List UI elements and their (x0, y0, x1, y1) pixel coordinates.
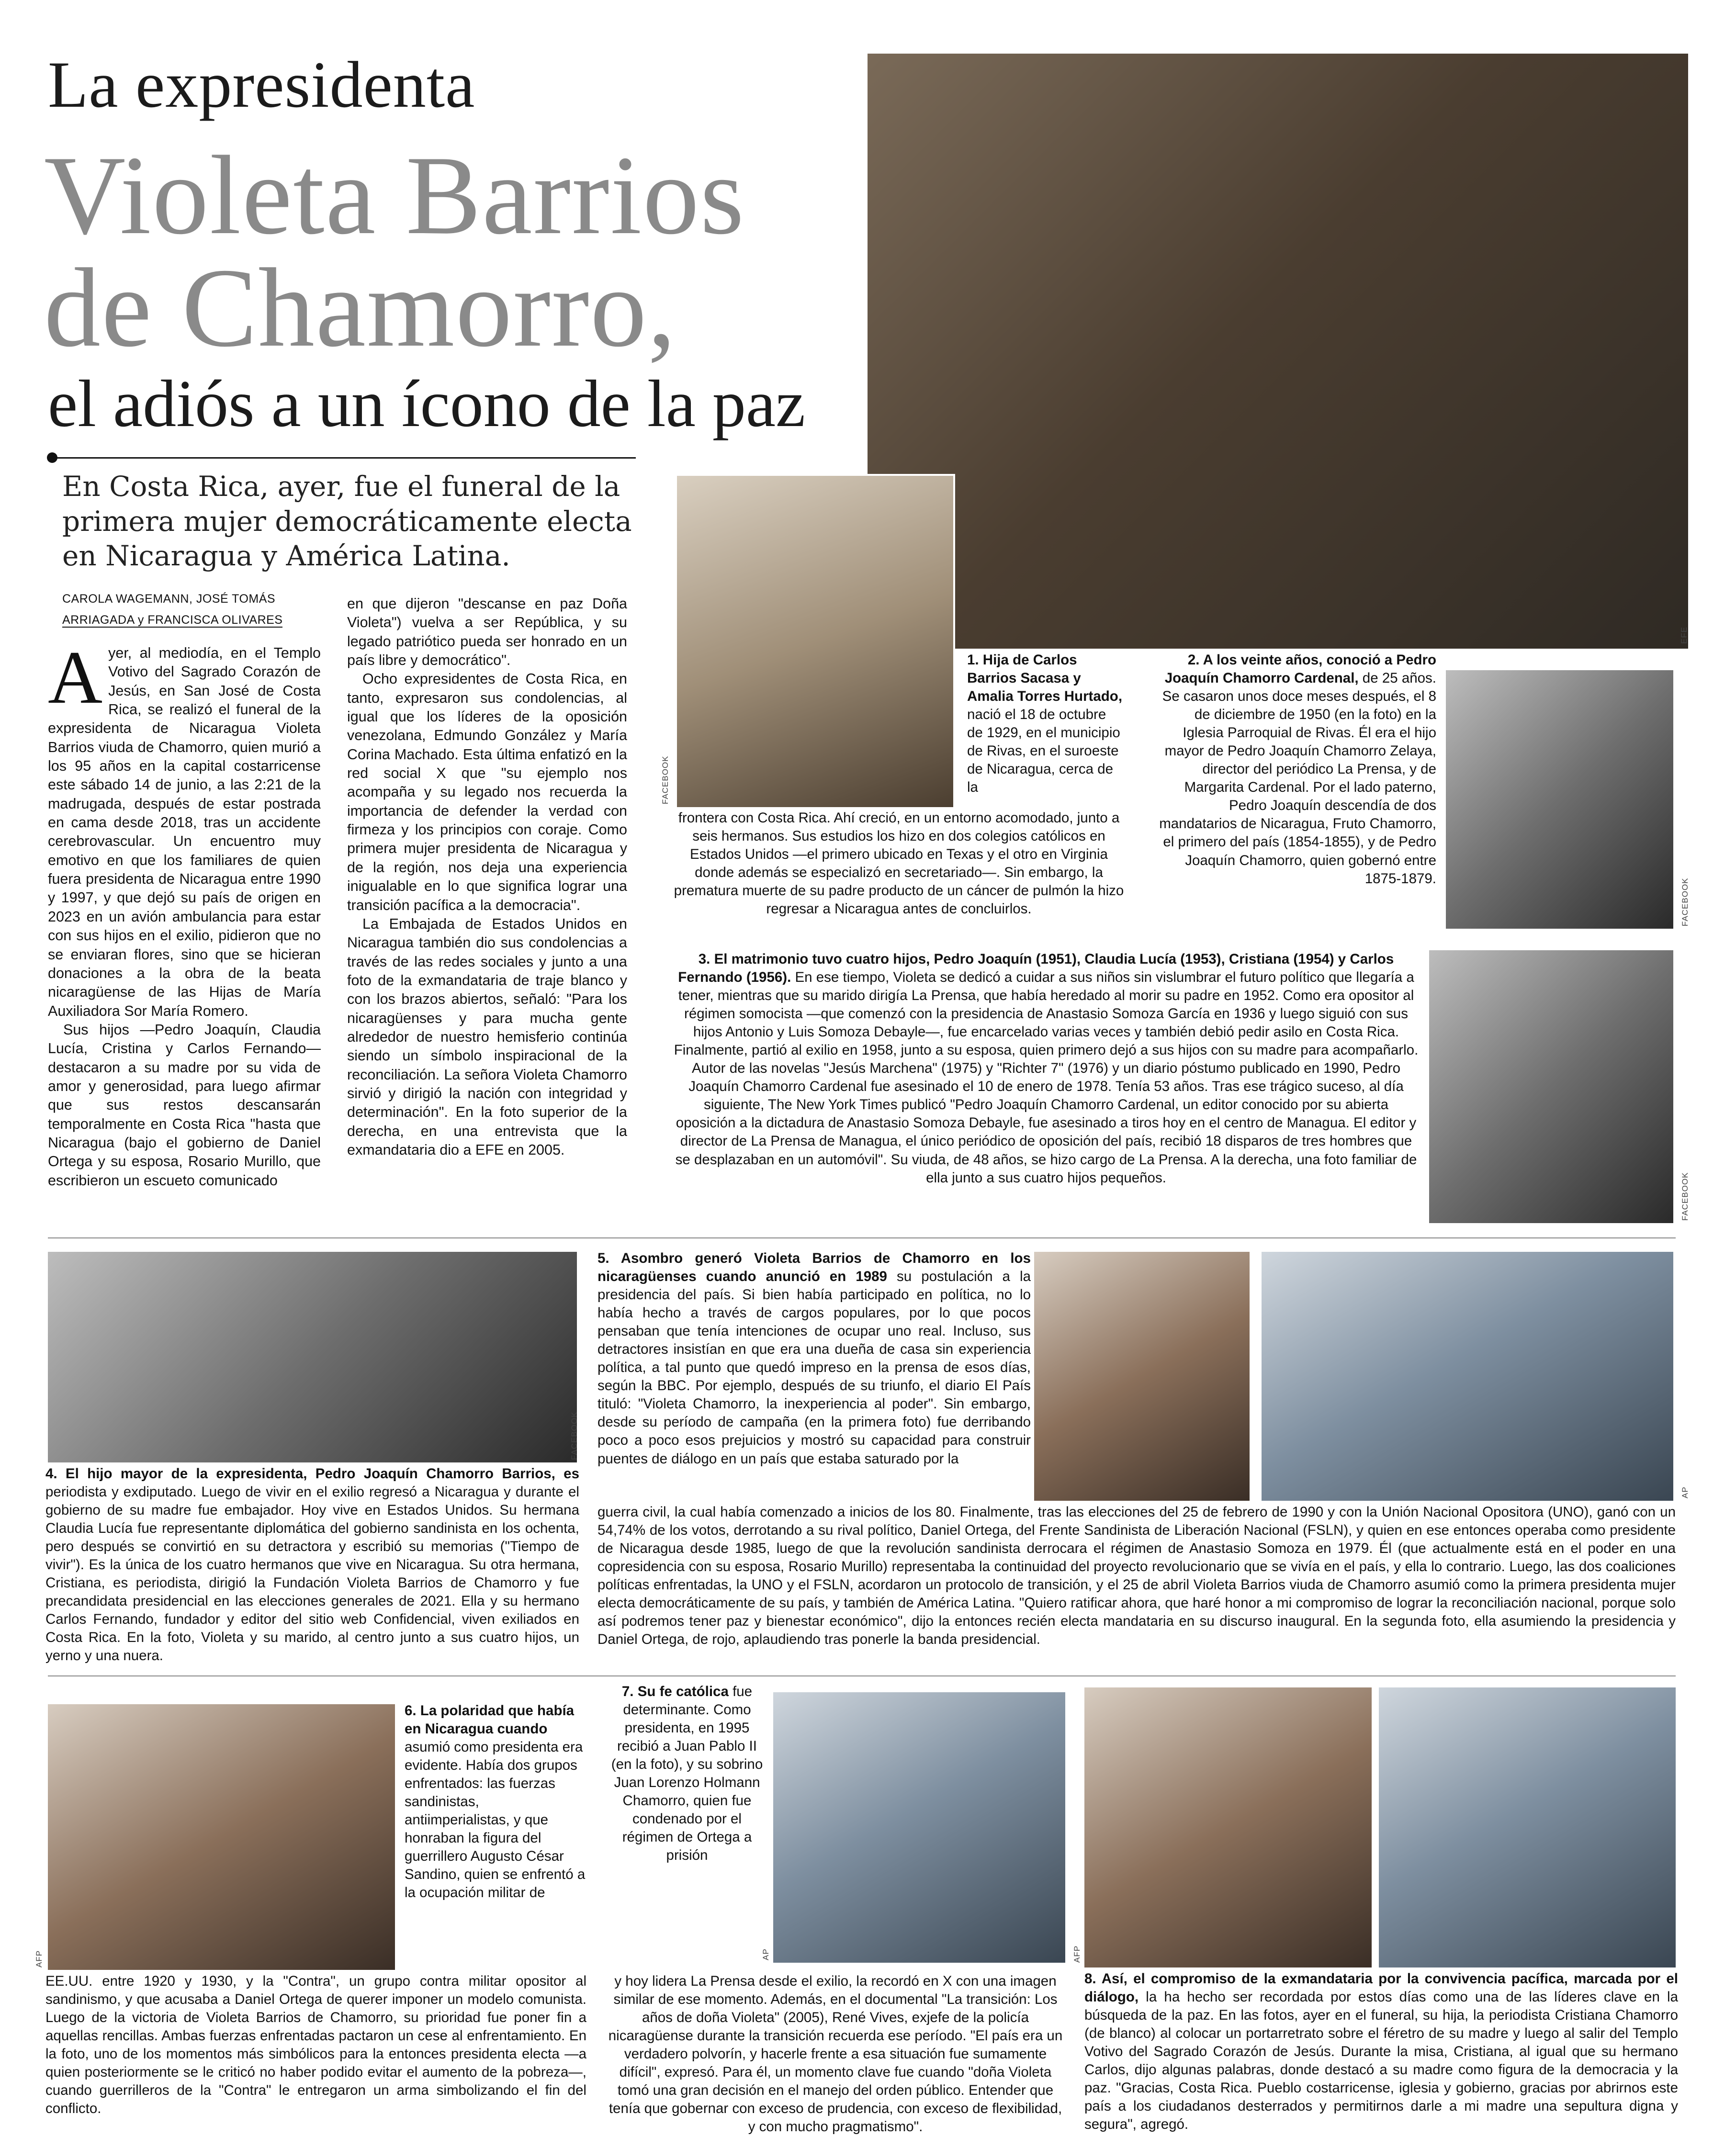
caption-5-text-b: guerra civil, la cual había comenzado a inicios de los 80. Finalmente, tras las elecciones del 25 de febrero de 1990 y con la Unión Nacional Opositora (UNO), ganó con un 54,74% de los votos, derrotando a su rival político, Daniel Ortega, del Frente Sandinista de Liberación Nacional (FSLN), y quien en ese entonces operaba como presidente de Nicaragua desde 1985, luego de que la revolución sandinista derrocara el régimen de Anastasio Somoza en 1979. Él (que actualmente está en el poder en una copresidencia con su esposa, Rosario Murillo) representaba la continuidad del proyecto revolucionario que se vivía en el país, y ella lo contrario. Luego, las dos coaliciones políticas enfrentadas, la UNO y el FSLN, acordaron un protocolo de transición, y el 25 de abril Violeta Barrios viuda de Chamorro asumió como la primera presidenta mujer electa democráticamente de su país, y también de América Latina. "Quiero ratificar ahora, que haré honor a mi compromiso de lograr la reconciliación nacional, porque solo así podremos tener paz y bienestar económico", dijo la entonces recién electa mandataria en su discurso inaugural. En la segunda foto, ella asumiendo la presidencia y Daniel Ortega, de rojo, aplaudiendo tras ponerle la banda presidencial. (597, 1504, 1676, 1648)
caption-8-bold: 8. Así, el compromiso de la exmandataria por la convivencia pacífica, marcada por el diálogo, (1084, 1971, 1678, 2005)
dropcap: A (48, 636, 103, 719)
body-col2-p3: La Embajada de Estados Unidos en Nicaragua también dio sus condolencias a través de las redes sociales y junto a una foto de la exmandataria de traje blanco y con los brazos abiertos, señaló: "Para los nicaragüenses y para mucha gente alrededor de nuestro hemisferio continúa siendo un símbolo inspiracional de la reconciliación. La señora Violeta Chamorro sirvió y dirigió la nación con integridad y determinación". En la foto superior de la derecha, en una entrevista que la exmandataria dio a EFE en 2005. (347, 915, 627, 1158)
credit-ap-2: AP (761, 1948, 770, 1960)
caption-1-text-a: nació el 18 de octubre de 1929, en el municipio de Rivas, en el suroeste de Nicaragua, cerca de la (967, 707, 1120, 796)
photo-family-group (48, 1252, 577, 1462)
caption-5-bottom (597, 1503, 1676, 1675)
photo-contra-weapon (48, 1704, 395, 1970)
body-column-2 (347, 595, 627, 1225)
photo-campaign-1989 (1034, 1252, 1250, 1501)
photo-inauguration-1990 (1262, 1252, 1673, 1501)
photo-portrait-young (675, 474, 955, 809)
section-divider-1 (48, 1237, 1676, 1238)
byline-line1: CAROLA WAGEMANN, JOSÉ TOMÁS (62, 592, 276, 606)
caption-7-text-a: fue determinante. Como presidenta, en 1995 recibió a Juan Pablo II (en la foto), y su sobrino Juan Lorenzo Holmann Chamorro, quien fue condenado por el régimen de Ortega a prisión (611, 1684, 763, 1864)
body-col2-p1: en que dijeron "descanse en paz Doña Violeta") vuelva a ser República, y su legado patriótico pueda ser honrado en un país libre y democrático". (347, 596, 627, 669)
caption-3 (673, 950, 1420, 1225)
body-col1-p1: yer, al mediodía, en el Templo Votivo del Sagrado Corazón de Jesús, en San José de Costa Rica, se realizó el funeral de la expresidenta de Nicaragua Violeta Barrios viuda de Chamorro, quien murió a los 95 años en la capital costarricense este sábado 14 de junio, a las 2:21 de la madrugada, después de estar postrada en cama desde 2018, tras un accidente cerebrovascular. Un encuentro muy emotivo en que los familiares de quien fuera presidenta de Nicaragua entre 1990 y 1997, y que dejó su país de origen en 2023 en un avión ambulancia para estar con sus hijos en el exilio, pidieron que no se enviaran flores, sino que se hicieran donaciones a la obra de la beata nicaragüense de las Hijas de María Auxiliadora Sor María Romero. (48, 645, 321, 1019)
caption-2-text: de 25 años. Se casaron unos doce meses después, el 8 de diciembre de 1950 (en la foto) en la Iglesia Parroquial de Rivas. Él era el hijo mayor de Pedro Joaquín Chamorro Zelaya, director del periódico La Prensa, y de Margarita Cardenal. Por el lado paterno, Pedro Joaquín descendía de dos mandatarios de Nicaragua, Fruto Chamorro, el primero del país (1854-1855), y de Pedro Joaquín Chamorro, quien gobernó entre 1875-1879. (1159, 670, 1436, 887)
caption-1-bottom (673, 809, 1125, 933)
credit-facebook-1: FACEBOOK (661, 755, 670, 804)
headline-rule (56, 457, 636, 459)
credit-ap-1: AP (1680, 1486, 1690, 1498)
caption-8-text: la ha hecho ser recordada por estos días como una de las líderes clave en la búsqueda de la paz. En las fotos, ayer en el funeral, su hija, la periodista Cristiana Chamorro (de blanco) al colocar un portarretrato sobre el féretro de su madre y luego al salir del Templo Votivo del Sagrado Corazón de Jesús. Durante la misa, Cristiana, al igual que su hermano Carlos, dijo algunas palabras, donde destacó a su madre como figura de la democracia y la paz. "Gracias, Costa Rica. Pueblo costarricense, iglesia y gobierno, gracias por abrirnos este país a los ciudadanos desterrados y permitirnos darle a mi madre una sepultura digna y segura", agregó. (1084, 1989, 1678, 2133)
byline (62, 589, 311, 632)
body-col1-p2: Sus hijos —Pedro Joaquín, Claudia Lucía, Cristina y Carlos Fernando— destacaron a su madre por su vida de amor y generosidad, para luego afirmar que sus restos descansarán temporalmente en Costa Rica "hasta que Nicaragua (bajo el gobierno de Daniel Ortega y su esposa, Rosario Murillo, que escribieron un escueto comunicado (48, 1021, 321, 1189)
caption-7-bold: 7. Su fe católica (621, 1684, 729, 1699)
photo-family-children (1429, 950, 1673, 1223)
caption-2-bold: 2. A los veinte años, conoció a Pedro Joaquín Chamorro Cardenal, (1164, 652, 1436, 686)
caption-5-top (597, 1249, 1031, 1503)
headline-bullet (47, 452, 57, 463)
headline-name-line2: de Chamorro, (44, 246, 677, 371)
caption-4 (45, 1465, 579, 1695)
photo-funeral-exit (1379, 1687, 1676, 1967)
caption-8 (1084, 1970, 1678, 2133)
body-col2-p2: Ocho expresidentes de Costa Rica, en tanto, expresaron sus condolencias, al igual que los líderes de la oposición venezolana, Edmundo González y María Corina Machado. Esta última enfatizó en la red social X que "su ejemplo nos acompaña y su legado nos recuerda la importancia de defender la verdad con firmeza y los principios con coraje. Como primera mujer presidenta de Nicaragua y de la región, nos deja una experiencia inigualable en lo que significa lograr una transición pacífica a la democracia". (347, 671, 627, 913)
caption-4-bold: 4. El hijo mayor de la expresidenta, Pedro Joaquín Chamorro Barrios, es (45, 1466, 579, 1482)
caption-4-text: periodista y exdiputado. Luego de vivir en el exilio regresó a Nicaragua y durante el gobierno de su madre fue embajador. Hoy vive en Estados Unidos. Su hermana Claudia Lucía fue representante diplomática del gobierno sandinista en los ochenta, pero después se convirtió en su detractora y escribió su memorias ("Tiempo de vivir"). Es la única de los cuatro hermanos que vive en Nicaragua. Su otra hermana, Cristiana, es periodista, dirigió la Fundación Violeta Barrios de Chamorro y fue precandidata presidencial en las elecciones generales de 2021. Ella y su hermano Carlos Fernando, fundador y editor del sitio web Confidencial, viven exiliados en Costa Rica. En la foto, Violeta y su marido, al centro junto a sus cuatro hijos, un yerno y una nuera. (45, 1484, 579, 1664)
credit-facebook-2: FACEBOOK (1680, 877, 1690, 926)
caption-6-bottom (45, 1972, 586, 2116)
caption-6-top (405, 1702, 586, 1970)
headline-name-line1: Violeta Barrios (44, 133, 745, 258)
caption-6-bold: 6. La polaridad que había en Nicaragua cuando (405, 1703, 575, 1737)
caption-5-text-a: su postulación a la presidencia del país. Si bien había participado en política, no lo había hecho a través de cargos populares, por lo que pocos pensaban que tenía intenciones de ocupar uno real. Incluso, sus detractores insistían en que era una dueña de casa sin experiencia política, a tal punto que quedó impreso en la prensa de esos días, según la BBC. Por ejemplo, después de su triunfo, el diario El País tituló: "Violeta Chamorro, la inexperiencia al poder". Sin embargo, desde su período de campaña (en la primera foto) fue derribando poco a poco esos prejuicios y mostró su capacidad para construir puentes de diálogo en un país que estaba saturado por la (597, 1269, 1031, 1467)
caption-7-bottom (606, 1972, 1065, 2135)
credit-afp-2: AFP (1072, 1945, 1082, 1963)
caption-1-top (967, 651, 1125, 809)
caption-7-text-b: y hoy lidera La Prensa desde el exilio, la recordó en X con una imagen similar de ese momento. Además, en el documental "La transición: Los años de doña Violeta" (2005), René Vives, exjefe de la policía nicaragüense durante la transición recuerda ese período. "El país era un verdadero polvorín, y hacerle frente a esa situación fue sumamente difícil", expresó. Para él, un momento clave fue cuando "doña Violeta tomó una gran decisión en el manejo del orden público. Entender que tenía que gobernar con exceso de prudencia, con exceso de flexibilidad, y con mucho pragmatismo". (608, 1973, 1063, 2135)
section-divider-2 (48, 1675, 1676, 1676)
photo-funeral-coffin (1084, 1687, 1372, 1967)
headline-kicker: La expresidenta (48, 48, 475, 121)
photo-wedding-1950 (1446, 670, 1673, 929)
credit-facebook-4: FACEBOOK (570, 1411, 579, 1460)
credit-afp-1: AFP (34, 1950, 44, 1967)
caption-5-bold: 5. Asombro generó Violeta Barrios de Chamorro en los nicaragüenses cuando anunció en 1989 (597, 1250, 1031, 1285)
caption-1-text-b: frontera con Costa Rica. Ahí creció, en un entorno acomodado, junto a seis hermanos. Sus estudios los hizo en dos colegios católicos en Estados Unidos —el primero ubicado en Texas y el otro en Virginia donde además se especializó en secretariado—. Sin embargo, la prematura muerte de su padre producto de un cáncer de pulmón la hizo regresar a Nicaragua antes de concluirlos. (674, 810, 1124, 917)
caption-3-bold: 3. El matrimonio tuvo cuatro hijos, Pedro Joaquín (1951), Claudia Lucía (1953), Cristiana (1954) y Carlos Fernando (1956). (678, 951, 1394, 986)
caption-1-bold: 1. Hija de Carlos Barrios Sacasa y Amalia Torres Hurtado, (967, 652, 1123, 705)
credit-efe: EFE (1680, 626, 1689, 644)
credit-facebook-3: FACEBOOK (1680, 1172, 1690, 1221)
caption-6-text-a: asumió como presidenta era evidente. Había dos grupos enfrentados: las fuerzas sandinistas, antiimperialistas, y que honraban la figura del guerrillero Augusto César Sandino, quien se enfrentó a la ocupación militar de (405, 1739, 586, 1901)
photo-pope-john-paul-ii (773, 1692, 1065, 1963)
caption-6-text-b: EE.UU. entre 1920 y 1930, y la "Contra", un grupo contra militar opositor al sandinismo, y que acusaba a Daniel Ortega de querer imponer un modelo comunista. Luego de la victoria de Violeta Barrios de Chamorro, su prioridad fue poner fin a aquellas rencillas. Ambas fuerzas enfrentadas pactaron un cese al enfrentamiento. En la foto, uno de los momentos más simbólicos para la entonces presidenta electa —a quien posteriormente se le criticó no haber podido evitar el aumento de la pobreza—, cuando guerrilleros de la "Contra" le entregaron un arma simbolizando el fin del conflicto. (45, 1973, 586, 2117)
photo-interview-efe (868, 54, 1688, 649)
caption-3-text: En ese tiempo, Violeta se dedicó a cuidar a sus niños sin vislumbrar el futuro político que llegaría a tener, mientras que su marido dirigía La Prensa, que había heredado al morir su padre en 1952. Como era opositor al régimen somocista —que comenzó con la presidencia de Anastasio Somoza García en 1936 y luego siguió con sus hijos Antonio y Luis Somoza Debayle—, fue encarcelado varias veces y también debió pedir asilo en Costa Rica. Finalmente, partió al exilio en 1958, junto a su esposa, quien primero dejó a sus hijos con su madre para acompañarlo. Autor de las novelas "Jesús Marchena" (1975) y "Richter 7" (1976) y un diario póstumo publicado en 1990, Pedro Joaquín Chamorro Cardenal fue asesinado el 10 de enero de 1978. Tenía 53 años. Tras ese trágico suceso, al día siguiente, The New York Times publicó "Pedro Joaquín Chamorro Cardenal, un editor conocido por su abierta oposición a la dictadura de Anastasio Somoza Debayle, fue asesinado a tiros hoy en el centro de Managua. El editor y director de La Prensa de Managua, el único periódico de oposición del país, recibió 18 disparos de tres hombres que se desplazaban en un automóvil". Su viuda, de 48 años, se hizo cargo de La Prensa. A la derecha, una foto familiar de ella junto a sus cuatro hijos pequeños. (674, 969, 1419, 1186)
deck-text: En Costa Rica, ayer, fue el funeral de la primera mujer democráticamente electa en Nicaragua y América Latina. (62, 470, 632, 572)
byline-line2: ARRIAGADA y FRANCISCA OLIVARES (62, 613, 283, 627)
headline-subtitle: el adiós a un ícono de la paz (48, 367, 806, 441)
body-column-1 (48, 636, 321, 1225)
caption-2 (1154, 651, 1436, 929)
caption-7-top (606, 1683, 768, 1979)
